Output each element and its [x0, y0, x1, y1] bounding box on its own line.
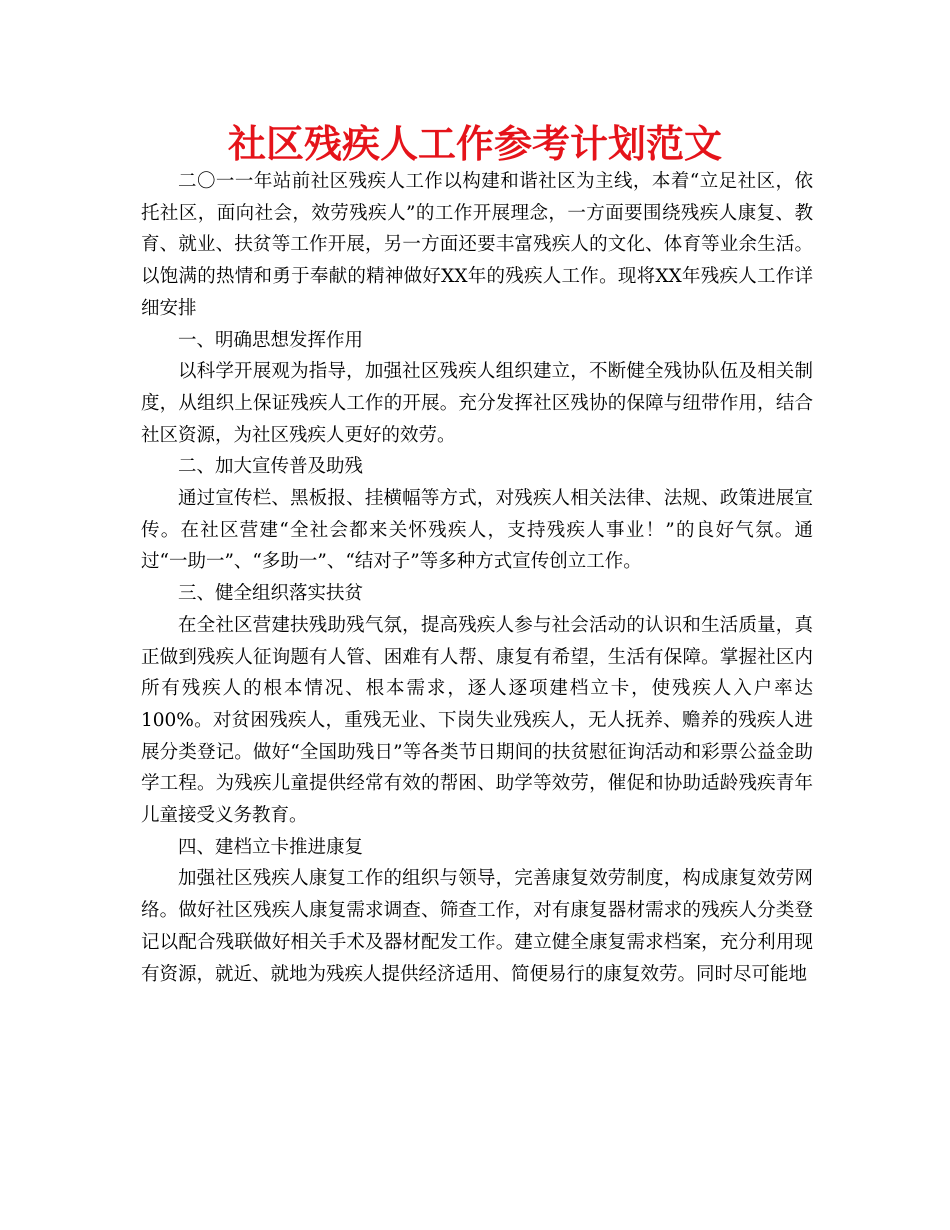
section-heading-1: 一、明确思想发挥作用 — [178, 329, 364, 351]
paragraph-section-4: 加强社区残疾人康复工作的组织与领导，完善康复效劳制度，构成康复效劳网络。做好社区残疾人康复需求调查、筛查工作，对有康复器材需求的残疾人分类登记以配合残联做好相关手术及器材配发工作。建立健全康复需求档案，充分利用现有资源，就近、就地为残疾人提供经济适用、简便易行的康复效劳。同时尽可能地 — [141, 868, 813, 985]
section-heading-2: 二、加大宣传普及助残 — [178, 456, 364, 478]
document-body — [141, 166, 813, 990]
document-title: 社区残疾人工作参考计划范文 — [227, 122, 722, 166]
paragraph-intro: 二〇一一年站前社区残疾人工作以构建和谐社区为主线，本着“立足社区，依托社区，面向社会，效劳残疾人”的工作开展理念，一方面要围绕残疾人康复、教育、就业、扶贫等工作开展，另一方面还要丰富残疾人的文化、体育等业余生活。以饱满的热情和勇于奉献的精神做好XX年的残疾人工作。现将XX年残疾人工作详细安排 — [141, 171, 813, 319]
paragraph-section-1: 以科学开展观为指导，加强社区残疾人组织建立，不断健全残协队伍及相关制度，从组织上保证残疾人工作的开展。充分发挥社区残协的保障与纽带作用，结合社区资源，为社区残疾人更好的效劳。 — [141, 361, 813, 446]
paragraph-section-3: 在全社区营建扶残助残气氛，提高残疾人参与社会活动的认识和生活质量，真正做到残疾人征询题有人管、困难有人帮、康复有希望，生活有保障。掌握社区内所有残疾人的根本情况、根本需求，逐人逐项建档立卡，使残疾人入户率达100%。对贫困残疾人，重残无业、下岗失业残疾人，无人抚养、赡养的残疾人进展分类登记。做好“全国助残日”等各类节日期间的扶贫慰征询活动和彩票公益金助学工程。为残疾儿童提供经常有效的帮困、助学等效劳，催促和协助适龄残疾青年儿童接受义务教育。 — [141, 614, 813, 827]
section-heading-4: 四、建档立卡推进康复 — [178, 836, 364, 858]
section-heading-3: 三、健全组织落实扶贫 — [178, 583, 364, 605]
paragraph-section-2: 通过宣传栏、黑板报、挂横幅等方式，对残疾人相关法律、法规、政策进展宣传。在社区营建“全社会都来关怀残疾人，支持残疾人事业！”的良好气氛。通过“一助一”、“多助一”、“结对子”等多种方式宣传创立工作。 — [141, 488, 813, 573]
